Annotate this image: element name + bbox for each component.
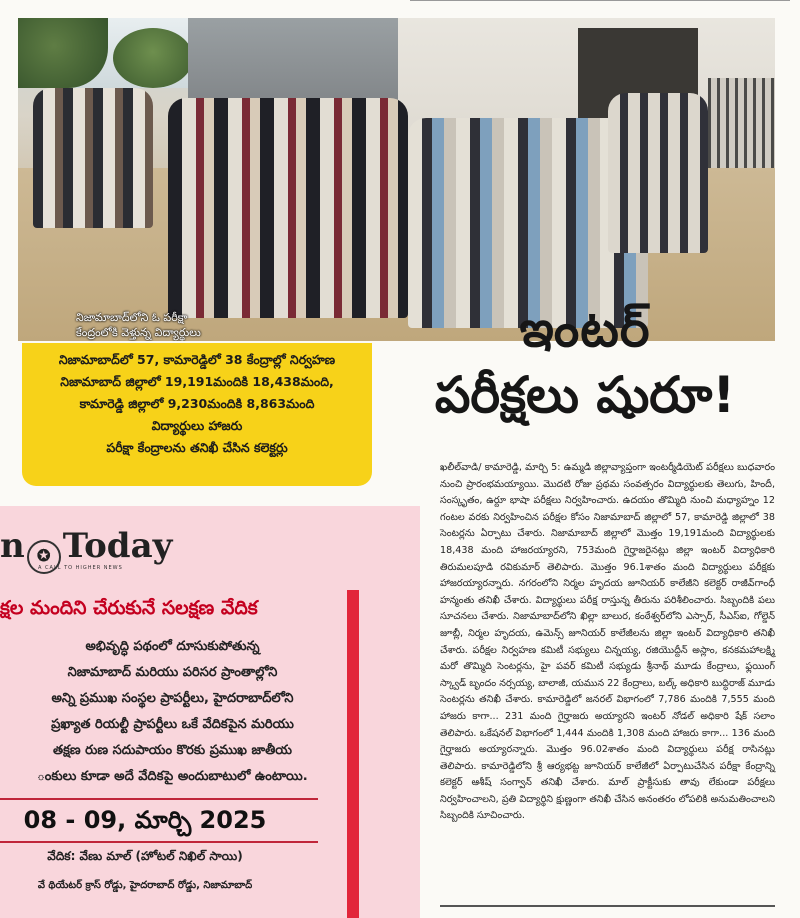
headline [380, 296, 790, 428]
ad-description-line: ప్రఖ్యాత రియల్టీ ప్రాపర్టీలు ఒకే వేదికపైన మరియు [51, 717, 294, 732]
ad-venue: వేదిక: వేణు మాల్ (హోటల్ నిఖిల్ సాయి) [47, 849, 243, 863]
highlight-line: నిజామాబాద్‌లో 57, కామారెడ్డిలో 38 కేంద్రాల్లో నిర్వహణ [58, 352, 336, 367]
ad-description-line: అన్ని ప్రముఖ సంస్థల ప్రాపర్టీలు, హైదరాబాద్‌లోని [51, 691, 294, 706]
ad-description-line: నిజామాబాద్ మరియు పరిసర ప్రాంతాల్లోని [67, 665, 278, 680]
top-rule [410, 0, 790, 1]
seal-icon: ✪ [27, 540, 61, 574]
ad-description-line: ంకులు కూడా అదే వేదికపై అందుబాటులో ఉంటాయి. [37, 769, 308, 784]
photo-caption [76, 310, 201, 340]
ad-date: 08 - 09, మార్చి 2025 [23, 806, 267, 834]
photo-caption-line: నిజామాబాద్‌లోని ఓ పరీక్షా [76, 311, 188, 324]
photo-tree [18, 18, 108, 88]
highlight-line: విద్యార్థులు హాజరు [151, 418, 243, 433]
headline-line2: పరీక్షలు షురూ! [434, 366, 736, 424]
ad-heading: క్షల మందిని చేరుకునే సలక్షణ వేదిక [0, 597, 258, 619]
ad-brand-left: n [0, 526, 25, 566]
article-body [440, 460, 775, 825]
news-photo [18, 18, 775, 341]
ad-address: వే థియేటర్ క్రాస్ రోడ్డు, హైదరాబాద్ రోడ్డు, నిజామాబాద్ [37, 880, 253, 891]
ad-description [0, 634, 345, 790]
ad-brand-tagline: A CALL TO HIGHER NEWS [38, 565, 123, 571]
photo-students-queue [168, 98, 408, 318]
ad-divider [0, 841, 318, 843]
photo-tree [113, 28, 193, 88]
bottom-rule [440, 905, 775, 907]
ad-description-line: తక్షణ రుణ సదుపాయం కొరకు ప్రముఖ జాతీయ [52, 743, 293, 758]
advertisement [0, 506, 420, 918]
highlight-line: పరీక్షా కేంద్రాలను తనిఖీ చేసిన కలెక్టర్లు [106, 440, 288, 455]
photo-caption-line: కేంద్రంలోకి వెళ్తున్న విద్యార్థులు [76, 326, 201, 339]
ad-red-bar [347, 590, 359, 918]
article-paragraph: ఖలీల్‌వాడి/ కామారెడ్డి, మార్చి 5: ఉమ్మడి జిల్లావ్యాప్తంగా ఇంటర్మీడియెట్ పరీక్షలు బుధవారం నుంచి ప్రారంభమయ్యాయి. మొదటి రోజు ప్రథమ సంవత్సరం విద్యార్థులకు తెలుగు, హిందీ, సంస్కృతం, ఉర్దూ భాషా పరీక్షలు నిర్వహించారు. ఉదయం తొమ్మిది నుంచి మధ్యాహ్నం 12 గంటల వరకు నిర్వహించిన పరీక్షల కోసం నిజామాబాద్ జిల్లాలో 57, కామారెడ్డి జిల్లాలో 38 సెంటర్లను ఏర్పాటు చేశారు. నిజామాబాద్ జిల్లాలో మొత్తం 19,191మంది విద్యార్థులకు 18,438 మంది హాజరయ్యారని, 753మంది గైర్హాజరైనట్లు జిల్లా ఇంటర్ విద్యాధికారి తిరుమలపూడి రవికుమార్ తెలిపారు. మొత్తం 96.1శాతం మంది విద్యార్థులు పరీక్షకు హాజరయ్యారన్నారు. నగరంలోని నిర్మల హృదయ జూనియర్ కాలేజీని కలెక్టర్ రాజీవ్‌గాంధీ హన్మంతు తనిఖీ చేశారు. విద్యార్థులు పరీక్ష రాస్తున్న తీరును పరిశీలించారు. సిబ్బందికి పలు సూచనలు చేశారు. నిజామాబాద్‌లోని ఖిల్లా బాలుర, కంఠేశ్వర్‌లోని ఎస్సార్, సీఎస్ఐ, గోల్డెన్ జూబ్లీ, నిర్మల హృదయ, ఉమెన్స్ జూనియర్ కాలేజీలను జిల్లా ఇంటర్ విద్యాధికారి తనిఖీ చేశారు. పరీక్షల నిర్వహణ కమిటీ సభ్యులు చిన్నయ్య, రజియొద్దీన్ అస్లాం, కనకమహాలక్ష్మి మరో తొమ్మిది సెంటర్లను, హై పవర్ కమిటీ సభ్యుడు శ్రీనాథ్ మూడు కేంద్రాలు, ఫ్లయింగ్ స్క్వాడ్ బృందం నర్సయ్య, బాలాజీ, యమున 22 కేంద్రాలు, బల్క్ అధికారి బుద్ధిరాజ్ మూడు సెంటర్లను తనిఖీ చేశారు. కామారెడ్డిలో జనరల్ విభాగంలో 7,786 మందికి 7,555 మంది హాజరు కాగా... 231 మంది గైర్హాజరు అయ్యారని ఇంటర్ నోడల్ అధికారి షేక్ సలాం తెలిపారు. ఒకేషనల్ విభాగంలో 1,444 మందికి 1,308 మంది హాజరు కాగా... 136 మంది గైర్హాజరు అయ్యారన్నారు. మొత్తం 96.02శాతం మంది విద్యార్థులు పరీక్ష రాసినట్లు తెలిపారు. కామారెడ్డిలోని శ్రీ ఆర్యభట్ట జూనియర్ కాలేజీలో ఏర్పాటుచేసిన పరీక్షా కేంద్రాన్ని కలెక్టర్ ఆశీష్ సంగ్వాన్ తనిఖీ చేశారు. మాల్ ప్రాక్టీసుకు తావు లేకుండా పరీక్షలు నిర్వహించాలని, ప్రతి విద్యార్థిని క్షుణ్ణంగా తనిఖీ చేసిన అనంతరం లోపలికి అనుమతించాలని సిబ్బందికి సూచించారు. [440, 462, 775, 822]
ad-divider [0, 798, 318, 800]
highlight-line: కామారెడ్డి జిల్లాలో 9,230మందికి 8,863మంది [79, 396, 315, 411]
photo-students-queue [608, 93, 708, 253]
headline-line1: ఇంటర్ [519, 300, 651, 358]
highlights-box [22, 343, 372, 486]
highlight-line: నిజామాబాద్ జిల్లాలో 19,191మందికి 18,438మంది, [60, 374, 334, 389]
ad-brand-right: Today [62, 526, 173, 566]
ad-description-line: అభివృద్ధి పథంలో దూసుకుపోతున్న [85, 639, 260, 654]
photo-students-queue [33, 88, 153, 228]
